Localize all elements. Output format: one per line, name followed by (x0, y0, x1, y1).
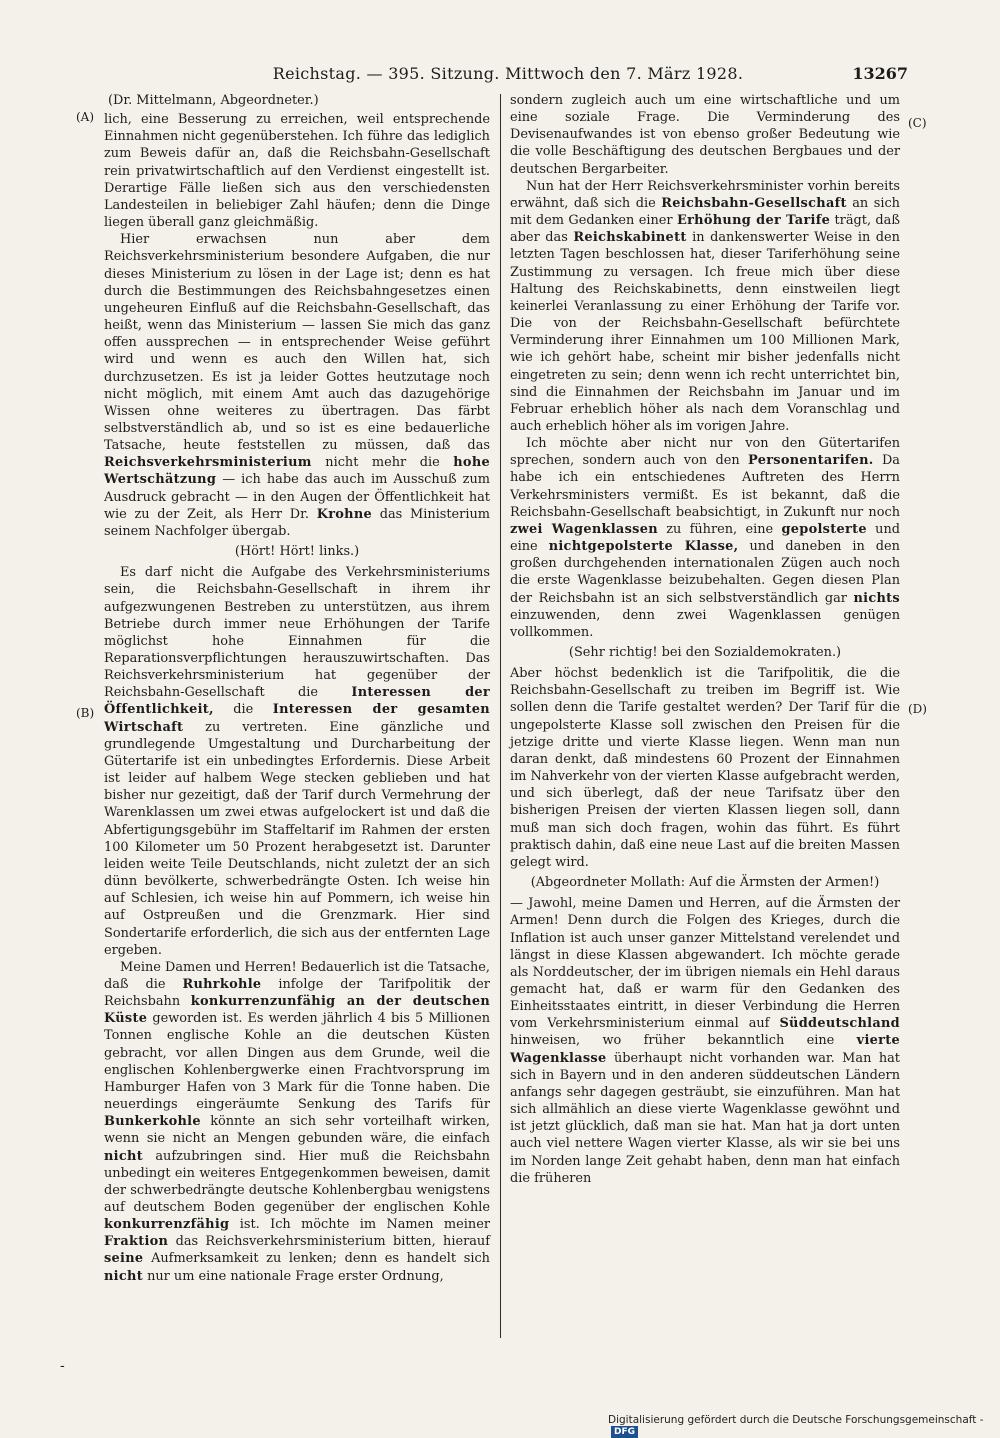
margin-marker-a: (A) (76, 110, 95, 124)
dfg-logo: DFG (611, 1426, 638, 1438)
paragraph: Hier erwachsen nun aber dem Reichsverkehrsministerium besondere Aufgaben, die nur dieses Ministerium zu lösen in der Lage ist; denn es hat durch die Bestimmungen des Reichsbahngesetzes einen ungeheuren Einfluß auf die Reichsbahn-Gesellschaft, das heißt, wenn das Ministerium — lassen Sie mich das ganz offen aussprechen — in entsprechender Weise geführt wird und wenn es auch den Willen hat, sich durchzusetzen. Es ist ja leider Gottes heutzutage noch nicht möglich, mit einem Amt auch das dazugehörige Wissen ohne weiteres zu übertragen. Das färbt selbstverständlich ab, und so ist es eine bedauerliche Tatsache, heute feststellen zu müssen, daß das Reichsverkehrsministerium nicht mehr die hohe Wertschätzung — ich habe das auch im Ausschuß zum Ausdruck gebracht — in den Augen der Öffentlichkeit hat wie zu der Zeit, als Herr Dr. Krohne das Ministerium seinem Nachfolger übergab. (104, 232, 490, 539)
margin-marker-b: (B) (76, 706, 95, 720)
margin-marker-c: (C) (908, 116, 927, 130)
interjection: (Hört! Hört! links.) (234, 544, 360, 560)
interjection: (Sehr richtig! bei den Sozialdemokraten.) (568, 645, 842, 660)
paragraph: Aber höchst bedenklich ist die Tarifpolitik, die die Reichsbahn-Gesellschaft zu treiben im Begriff ist. Wie sollen denn die Tarife gestaltet werden? Der Tarif für die ungepolsterte Klasse soll zwischen den Preisen für die jetzige dritte und vierte Klasse liegen. Wenn man nun daran denkt, daß mindestens 60 Prozent der Einnahmen im Nahverkehr von der vierten Klasse aufgebracht werden, und sich überlegt, daß der neue Tarifsatz über den bisherigen Preisen der vierten Klassen liegen soll, dann muß man sich doch fragen, wohin das führt. Es führt praktisch dahin, daß eine neue Last auf die breiten Massen gelegt wird. (510, 666, 900, 870)
paragraph: — Jawohl, meine Damen und Herren, auf die Ärmsten der Armen! Denn durch die Folgen des Krieges, durch die Inflation ist auch unser ganzer Mittelstand verelendet und längst in diese Klassen abgewandert. Ich möchte gerade als Norddeutscher, der im übrigen niemals ein Hehl daraus gemacht hat, daß er warm für den Gedanken des Einheitsstaates eintritt, in dieser Verbindung die Herren vom Verkehrsministerium einmal auf Süddeutschland hinweisen, wo früher bekanntlich eine vierte Wagenklasse überhaupt nicht vorhanden war. Man hat sich in Bayern und in den anderen süddeutschen Ländern anfangs sehr dagegen gesträubt, sie einzuführen. Man hat sich allmählich an diese vierte Wagenklasse gewöhnt und ist jetzt glücklich, daß man sie hat. Man hat ja dort unten auch viel nettere Wagen vierter Klasse, als wir sie bei uns im Norden lange Zeit gehabt haben, denn man hat einfach die früheren (510, 896, 900, 1186)
page-number: 13267 (852, 64, 908, 83)
paragraph: lich, eine Besserung zu erreichen, weil entsprechende Einnahmen nicht gegenüberstehen. Ich führe das lediglich zum Beweis dafür an, daß die Reichsbahn-Gesellschaft rein privatwirtschaftlich auf den Verdienst eingestellt ist. Derartige Fälle ließen sich aus den verschiedensten Landesteilen in beliebiger Zahl häufen; denn die Dinge liegen überall ganz gleichmäßig. (104, 112, 490, 231)
running-title: Reichstag. — 395. Sitzung. Mittwoch den 7. März 1928. (272, 64, 744, 83)
paragraph: Nun hat der Herr Reichsverkehrsminister vorhin bereits erwähnt, daß sich die Reichsbahn-Gesellschaft an sich mit dem Gedanken einer Erhöhung der Tarife trägt, daß aber das Reichskabinett in dankenswerter Weise in den letzten Tagen beschlossen hat, dieser Tariferhöhung seine Zustimmung zu versagen. Ich freue mich über diese Haltung des Reichskabinetts, denn einstweilen liegt keinerlei Veranlassung zu einer Erhöhung der Tarife vor. Die von der Reichsbahn-Gesellschaft befürchtete Verminderung ihrer Einnahmen um 100 Millionen Mark, wie ich gehört habe, scheint mir bisher jedenfalls nicht eingetreten zu sein; denn wenn ich recht unterrichtet bin, sind die Einnahmen der Reichsbahn im Januar und im Februar erheblich höher als nach dem Voranschlag und auch erheblich höher als im vorigen Jahre. (510, 178, 900, 434)
margin-marker-d: (D) (908, 702, 927, 716)
stray-mark: - (60, 1358, 65, 1374)
right-column (510, 92, 900, 1187)
speaker-attribution: (Dr. Mittelmann, Abgeordneter.) (108, 93, 319, 108)
paragraph: Meine Damen und Herren! Bedauerlich ist die Tatsache, daß die Ruhrkohle infolge der Tarifpolitik der Reichsbahn konkurrenzunfähig an der deutschen Küste geworden ist. Es werden jährlich 4 bis 5 Millionen Tonnen englische Kohle an die deutschen Küsten gebracht, vor allen Dingen aus dem Grunde, weil die englischen Kohlenbergwerke einen Frachtvorsprung im Hamburger Hafen von 3 Mark für die Tonne haben. Die neuerdings eingeräumte Senkung des Tarifs für Bunkerkohle könnte an sich sehr vorteilhaft wirken, wenn sie nicht an Mengen gebunden wäre, die einfach nicht aufzubringen sind. Hier muß die Reichsbahn unbedingt ein weiteres Entgegenkommen beweisen, damit der schwerbedrängte deutsche Kohlenbergbau wenigstens auf deutschem Boden gegenüber der englischen Kohle konkurrenzfähig ist. Ich möchte im Namen meiner Fraktion das Reichsverkehrsministerium bitten, hierauf seine Aufmerksamkeit zu lenken; denn es handelt sich nicht nur um eine nationale Frage erster Ordnung, (104, 959, 490, 1284)
paragraph: Es darf nicht die Aufgabe des Verkehrsministeriums sein, die Reichsbahn-Gesellschaft in ihrem ihr aufgezwungenen Bestreben zu unterstützen, aus ihrem Betriebe durch immer neue Erhöhungen der Tarife möglichst hohe Einnahmen für die Reparationsverpflichtungen herauszuwirtschaften. Das Reichsverkehrsministerium hat gegenüber der Reichsbahn-Gesellschaft die Interessen der Öffentlichkeit, die Interessen der gesamten Wirtschaft zu vertreten. Eine gänzliche und grundlegende Umgestaltung und Durcharbeitung der Gütertarife ist ein unbedingtes Erfordernis. Diese Arbeit ist leider auf halbem Wege stecken geblieben und hat bisher nur gezeitigt, daß der Tarif durch Vermehrung der Warenklassen um zwei etwas aufgelockert ist und daß die Abfertigungsgebühr im Staffeltarif im Rahmen der ersten 100 Kilometer um 50 Prozent herabgesetzt ist. Darunter leiden weite Teile Deutschlands, nicht zuletzt der an sich dünn bevölkerte, schwerbedrängte Osten. Ich weise hin auf Schlesien, ich weise hin auf Pommern, ich weise hin auf Ostpreußen und die Grenzmark. Hier sind Sondertarife erforderlich, die sich aus der entfernten Lage ergeben. (104, 565, 490, 958)
column-divider (500, 94, 501, 1338)
page-footer (608, 1414, 988, 1438)
page-header (108, 64, 908, 92)
paragraph: sondern zugleich auch um eine wirtschaftliche und um eine soziale Frage. Die Verminderung des Devisenaufwandes ist von ebenso großer Bedeutung wie die volle Beschäftigung des deutschen Bergbaues und der deutschen Bergarbeiter. (510, 93, 900, 177)
footer-text: Digitalisierung gefördert durch die Deutsche Forschungsgemeinschaft - (608, 1414, 984, 1426)
interjection: (Abgeordneter Mollath: Auf die Ärmsten der Armen!) (530, 875, 880, 891)
paragraph: Ich möchte aber nicht nur von den Gütertarifen sprechen, sondern auch von den Personentarifen. Da habe ich ein entschiedenes Auftreten des Herrn Verkehrsministers vermißt. Es ist bekannt, daß die Reichsbahn-Gesellschaft beabsichtigt, in Zukunft nur noch zwei Wagenklassen zu führen, eine gepolsterte und eine nichtgepolsterte Klasse, und daneben in den großen durchgehenden internationalen Zügen auch noch die erste Wagenklasse beizubehalten. Gegen diesen Plan der Reichsbahn ist an sich selbstverständlich gar nichts einzuwenden, denn zwei Wagenklassen genügen vollkommen. (510, 436, 901, 640)
left-column (104, 92, 490, 1285)
